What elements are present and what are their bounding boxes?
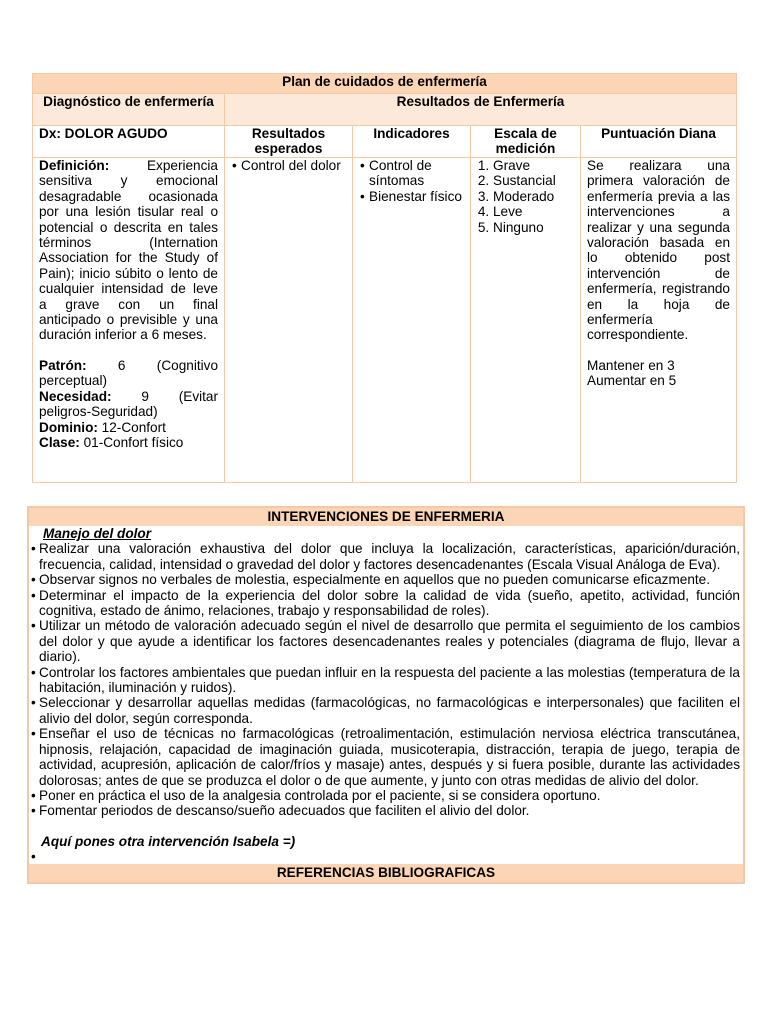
indicators bbox=[353, 158, 471, 483]
increase-value: Aumentar en 5 bbox=[587, 373, 677, 389]
list-item: • Determinar el impacto de la experiencia del dolor sobre la calidad de vida (sueño, apetito, actividad, función cognitiva, estado de ánimo, relaciones, trabajo y responsabilidad de roles). bbox=[31, 588, 740, 619]
interventions-body bbox=[29, 526, 743, 864]
need: Necesidad: 9 (Evitar peligros-Seguridad) bbox=[39, 388, 218, 420]
expected-results bbox=[225, 158, 353, 483]
list-item: 3. Moderado bbox=[493, 189, 574, 204]
diagnosis-column-header: Diagnóstico de enfermería bbox=[33, 94, 225, 126]
care-plan-table bbox=[32, 73, 737, 483]
empty-bullet: • bbox=[31, 849, 36, 865]
measurement-scale bbox=[471, 158, 581, 483]
list-item: • Enseñar el uso de técnicas no farmacológicas (retroalimentación, estimulación nerviosa eléctrica transcutánea, hipnosis, relajación, capacidad de imaginación guiada, musicoterapia, distracción, terapia de juego, terapia de actividad, acupresión, aplicación de calor/fríos y masaje) antes, después y si fuera posible, durante las actividades dolorosas; antes de que se produzca el dolor o de que aumente, y junto con otras medidas de alivio del dolor. bbox=[31, 726, 740, 788]
diagnosis-details bbox=[33, 158, 225, 483]
additional-intervention-note: Aquí pones otra intervención Isabela =) bbox=[41, 833, 296, 849]
list-item: • Seleccionar y desarrollar aquellas medidas (farmacológicas, no farmacológicas e interpersonales) que faciliten el alivio del dolor, según corresponda. bbox=[31, 695, 740, 726]
target-score-text: Se realizara una primera valoración de enfermería previa a las intervenciones a realizar y una segunda valoración basada en lo obtenido post intervención de enfermería, registrando en la hoja de enfermería correspondiente. bbox=[587, 158, 730, 343]
pattern: Patrón: 6 (Cognitivo perceptual) bbox=[39, 357, 218, 389]
list-item: 2. Sustancial bbox=[493, 173, 574, 188]
interventions-table bbox=[27, 506, 745, 884]
expected-results-header: Resultados esperados bbox=[225, 126, 353, 158]
list-item: • Fomentar periodos de descanso/sueño adecuados que faciliten el alivio del dolor. bbox=[31, 803, 740, 818]
domain: Dominio: 12-Confort bbox=[39, 419, 166, 435]
target-score bbox=[581, 158, 737, 483]
list-item: 1. Grave bbox=[493, 158, 574, 173]
list-item: 4. Leve bbox=[493, 204, 574, 219]
target-score-header: Puntuación Diana bbox=[581, 126, 737, 158]
list-item: • Observar signos no verbales de molestia, especialmente en aquellos que no pueden comunicarse eficazmente. bbox=[31, 572, 740, 587]
list-item: 5. Ninguno bbox=[493, 220, 574, 235]
list-item: • Control del dolor bbox=[241, 158, 346, 173]
diagnosis-title: Dx: DOLOR AGUDO bbox=[33, 126, 225, 158]
list-item: • Realizar una valoración exhaustiva del dolor que incluya la localización, características, aparición/duración, frecuencia, calidad, intensidad o gravedad del dolor y factores desencadenantes (Escala Visual Análoga de Eva). bbox=[31, 541, 740, 572]
list-item: • Bienestar físico bbox=[369, 189, 464, 204]
interventions-title: INTERVENCIONES DE ENFERMERIA bbox=[29, 508, 743, 526]
class: Clase: 01-Confort físico bbox=[39, 434, 184, 450]
indicators-header: Indicadores bbox=[353, 126, 471, 158]
results-column-header: Resultados de Enfermería bbox=[225, 94, 737, 126]
maintain-value: Mantener en 3 bbox=[587, 357, 675, 373]
scale-header: Escala de medición bbox=[471, 126, 581, 158]
interventions-list bbox=[31, 541, 740, 818]
plan-title: Plan de cuidados de enfermería bbox=[33, 74, 737, 94]
definition: Definición: Experiencia sensitiva y emocional desagradable ocasionada por una lesión tisular real o potencial o descrita en tales términos (Internation Association for the Study of Pain); inicio súbito o lento de cualquier intensidad de leve a grave con un final anticipado o previsible y una duración inferior a 6 meses. bbox=[39, 158, 218, 343]
list-item: • Control de síntomas bbox=[369, 158, 464, 189]
list-item: • Controlar los factores ambientales que puedan influir en la respuesta del paciente a las molestias (temperatura de la habitación, iluminación y ruidos). bbox=[31, 665, 740, 696]
references-title: REFERENCIAS BIBLIOGRAFICAS bbox=[29, 864, 743, 882]
interventions-subtitle: Manejo del dolor bbox=[43, 526, 151, 541]
list-item: • Poner en práctica el uso de la analgesia controlada por el paciente, si se considera oportuno. bbox=[31, 788, 740, 803]
list-item: • Utilizar un método de valoración adecuado según el nivel de desarrollo que permita el seguimiento de los cambios del dolor y que ayude a identificar los factores desencadenantes reales y potenciales (diagrama de flujo, llevar a diario). bbox=[31, 618, 740, 664]
